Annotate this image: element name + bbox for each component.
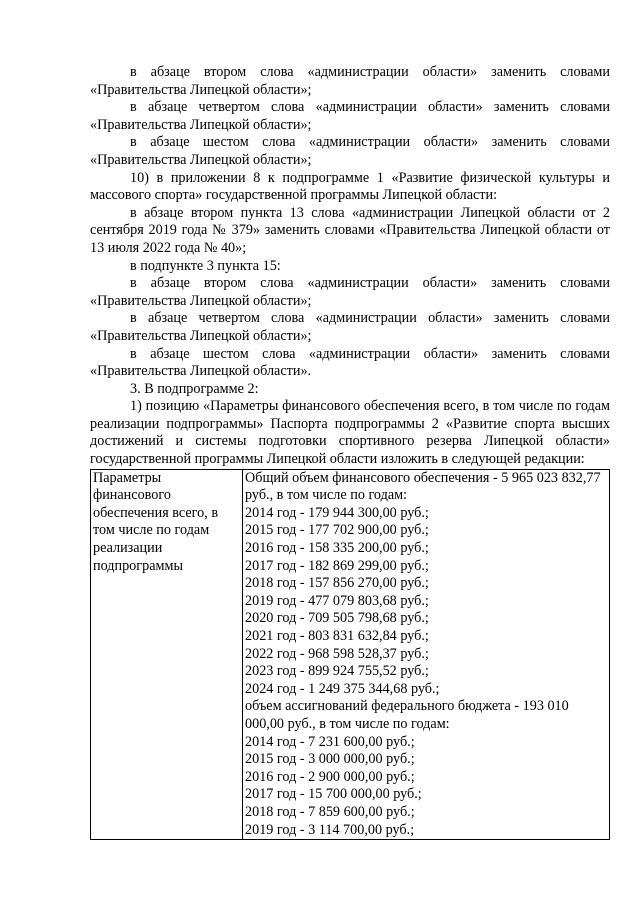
paragraph: 10) в приложении 8 к подпрограмме 1 «Развитие физической культуры и массового спорта» государственной программы Липецкой области: <box>90 169 610 204</box>
year-line: 2019 год - 3 114 700,00 руб.; <box>245 821 415 838</box>
table-label: Параметры финансового обеспечения всего, в том числе по годам реализации подпрограммы <box>93 469 219 574</box>
year-line: 2018 год - 157 856 270,00 руб.; <box>245 575 429 592</box>
table-row <box>91 469 610 839</box>
paragraph: 3. В подпрограмме 2: <box>130 380 259 397</box>
paragraph: в абзаце шестом слова «администрации области» заменить словами «Правительства Липецкой области». <box>90 345 610 380</box>
year-line: 2021 год - 803 831 632,84 руб.; <box>245 628 429 644</box>
year-line: 2017 год - 182 869 299,00 руб.; <box>245 557 429 574</box>
year-line: 2014 год - 179 944 300,00 руб.; <box>245 504 429 521</box>
financing-table <box>90 469 610 840</box>
year-line: 2015 год - 3 000 000,00 руб.; <box>245 751 415 768</box>
year-line: 2015 год - 177 702 900,00 руб.; <box>245 522 429 539</box>
table-value-cell <box>243 469 610 839</box>
paragraph: в абзаце четвертом слова «администрации области» заменить словами «Правительства Липецкой области»; <box>90 99 610 133</box>
document-body <box>90 64 610 840</box>
paragraph: в абзаце четвертом слова «администрации области» заменить словами «Правительства Липецкой области»; <box>90 310 610 344</box>
year-line: 2016 год - 158 335 200,00 руб.; <box>245 540 429 557</box>
year-line: 2024 год - 1 249 375 344,68 руб.; <box>245 680 440 697</box>
year-line: 2014 год - 7 231 600,00 руб.; <box>245 733 415 750</box>
paragraph: в абзаце втором пункта 13 слова «администрации Липецкой области от 2 сентября 2019 года № 379» заменить словами «Правительства Липецкой области от 13 июля 2022 года № 40»; <box>90 204 610 256</box>
table-label-cell <box>91 469 243 839</box>
year-line: 2023 год - 899 924 755,52 руб.; <box>245 663 429 680</box>
paragraph: 1) позицию «Параметры финансового обеспечения всего, в том числе по годам реализации подпрограммы» Паспорта подпрограммы 2 «Развитие спорта высших достижений и системы подготовки спортивного резерва Липецкой области» государственной программы Липецкой области изложить в следующей редакции: <box>90 398 610 468</box>
paragraph: в абзаце втором слова «администрации области» заменить словами «Правительства Липецкой области»; <box>90 64 610 98</box>
paragraph: в абзаце шестом слова «администрации области» заменить словами «Правительства Липецкой области»; <box>90 134 610 168</box>
total-funding: Общий объем финансового обеспечения - 5 965 023 832,77 руб., в том числе по годам: <box>245 469 601 504</box>
year-line: 2018 год - 7 859 600,00 руб.; <box>245 803 415 820</box>
year-line: 2022 год - 968 598 528,37 руб.; <box>245 645 429 662</box>
year-line: 2020 год - 709 505 798,68 руб.; <box>245 610 429 627</box>
year-line: 2016 год - 2 900 000,00 руб.; <box>245 768 415 785</box>
paragraph: в абзаце втором слова «администрации области» заменить словами «Правительства Липецкой области»; <box>90 275 610 309</box>
year-line: 2019 год - 477 079 803,68 руб.; <box>245 592 429 609</box>
paragraph: в подпункте 3 пункта 15: <box>130 257 281 274</box>
federal-funding: объем ассигнований федерального бюджета - 193 010 000,00 руб., в том числе по годам: <box>245 698 569 732</box>
year-line: 2017 год - 15 700 000,00 руб.; <box>245 786 422 803</box>
